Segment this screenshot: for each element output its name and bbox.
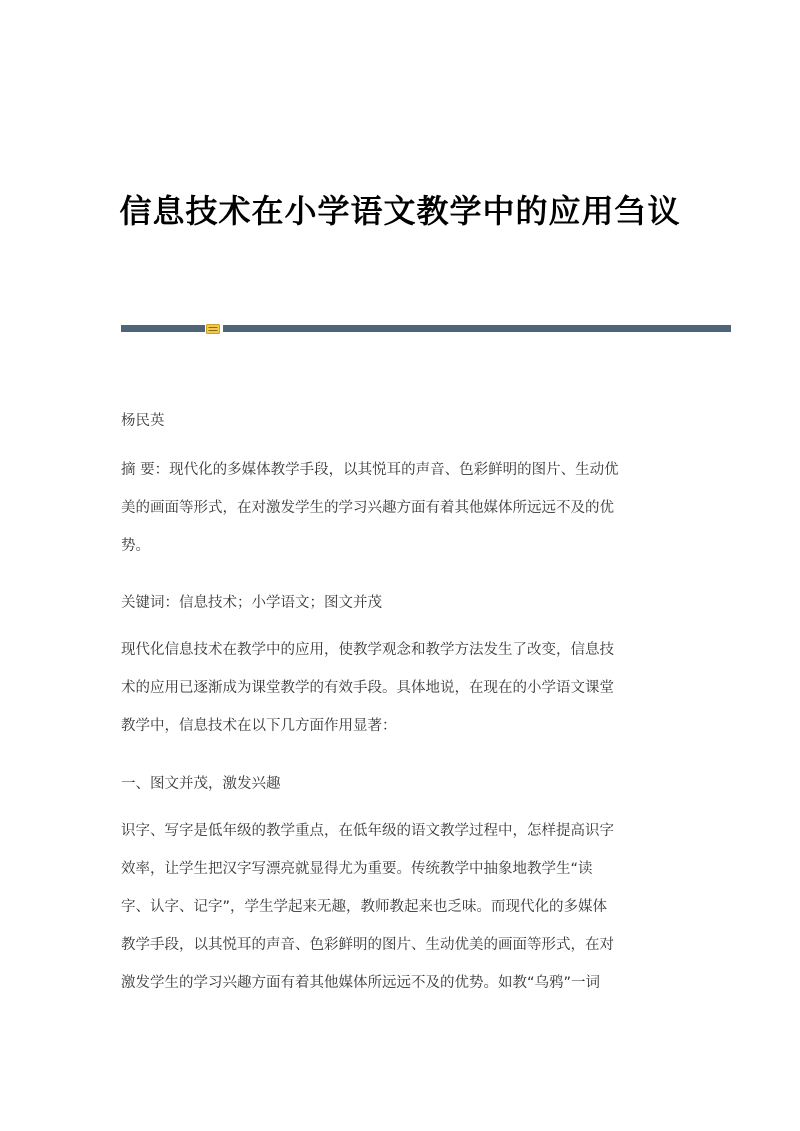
section-heading <box>121 765 681 803</box>
abstract-line: 美的画面等形式，在对激发学生的学习兴趣方面有着其他媒体所远远不及的优 <box>121 500 614 516</box>
section-line: 教学手段，以其悦耳的声音、色彩鲜明的图片、生动优美的画面等形式，在对 <box>121 937 614 953</box>
document-title: 信息技术在小学语文教学中的应用刍议 <box>119 192 681 230</box>
author-line: 杨民英 <box>121 413 165 429</box>
document-icon <box>206 324 220 334</box>
section-line: 识字、写字是低年级的教学重点，在低年级的语文教学过程中，怎样提高识字 <box>121 823 614 839</box>
keywords-line: 关键词：信息技术；小学语文；图文并茂 <box>121 595 382 611</box>
intro-line: 术的应用已逐渐成为课堂教学的有效手段。具体地说，在现在的小学语文课堂 <box>121 680 614 696</box>
author-name <box>121 402 681 440</box>
intro-line: 教学中，信息技术在以下几方面作用显著： <box>121 718 397 734</box>
title-divider-left <box>121 325 205 332</box>
section-heading-line: 一、图文并茂，激发兴趣 <box>121 776 281 792</box>
keywords <box>121 584 681 622</box>
section-line: 激发学生的学习兴趣方面有着其他媒体所远远不及的优势。如教“乌鸦”一词 <box>121 975 601 991</box>
abstract-line: 势。 <box>121 538 150 554</box>
abstract-line: 摘 要：现代化的多媒体教学手段，以其悦耳的声音、色彩鲜明的图片、生动优 <box>121 462 619 478</box>
title-divider-right <box>223 325 731 332</box>
intro-line: 现代化信息技术在教学中的应用，使教学观念和教学方法发生了改变，信息技 <box>121 642 614 658</box>
intro-paragraph <box>121 631 681 745</box>
section-line: 效率，让学生把汉字写漂亮就显得尤为重要。传统教学中抽象地教学生“读 <box>121 861 593 877</box>
section-line: 字、认字、记字”，学生学起来无趣，教师教起来也乏味。而现代化的多媒体 <box>121 899 608 915</box>
abstract <box>121 451 681 565</box>
section-paragraph <box>121 812 681 1002</box>
